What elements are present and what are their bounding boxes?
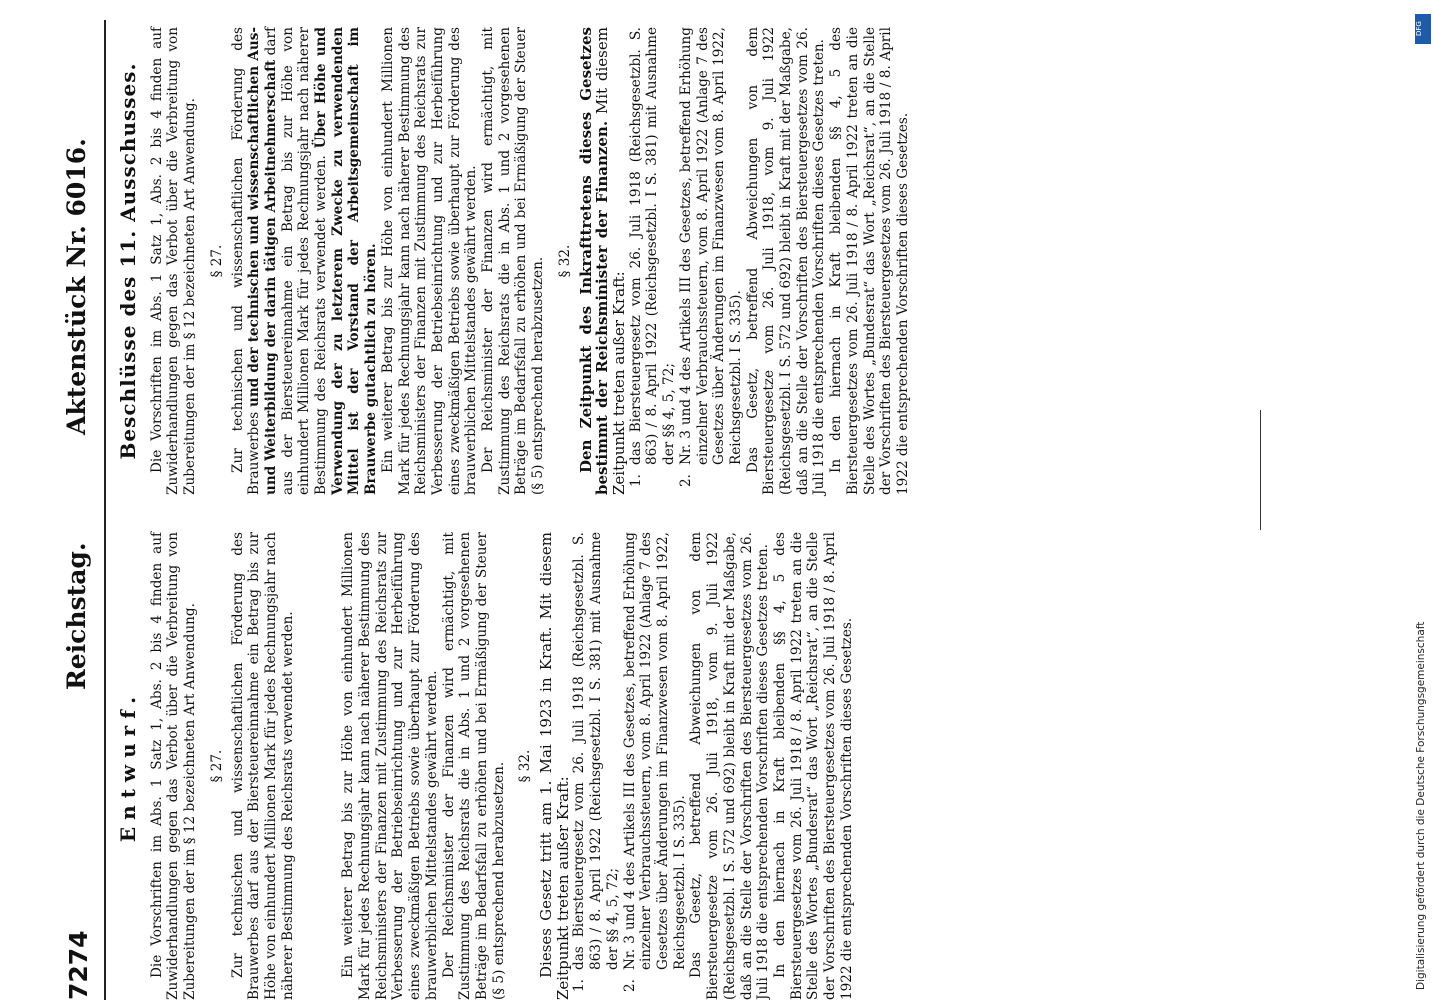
text-run: Mit diesem Zeitpunkt treten außer Kraft: xyxy=(593,27,628,495)
section-heading-32: § 32. xyxy=(556,244,573,278)
page-header xyxy=(60,20,100,1000)
list-item-text: das Biersteuergesetz vom 26. Juli 1918 (Reichsgesetzbl. S. 863) / 8. April 1922 (Reichsgesetzbl. I S. 381) mit Ausnahme der §§ 4, 5, 72; xyxy=(627,27,678,465)
column-title-entwurf: Entwurf. xyxy=(116,689,140,843)
list-item-text: das Biersteuergesetz vom 26. Juli 1918 (Reichsgesetzbl. S. 863) / 8. April 1922 (Reichsgesetzbl. I S. 381) mit Ausnahme der §§ 4, 5, 72; xyxy=(571,532,621,970)
paragraph: Zur technischen und wissenschaftlichen Förderung des Brauwerbes darf aus der Biersteuereinnahme ein Betrag bis zur Höhe von einhundert Millionen Mark für jedes Rechnungsjahr nach näherer Bestimmung des Reichsrats verwendet werden. xyxy=(229,532,296,1000)
paragraph: In den hiernach in Kraft bleibenden §§ 4, 5 des Biersteuergesetzes vom 26. Juli 1918 / 8. April 1922 treten an die Stelle des Wortes „Bundesrat“ das Wort „Reichsrat“, an die Stelle der Vorschriften des Biersteuergesetzes vom 26. Juli 1918 / 8. April 1922 die entsprechenden Vorschriften dieses Gesetzes. xyxy=(771,532,855,1000)
page-number: 7274 xyxy=(64,930,93,1000)
spacer xyxy=(296,532,318,1000)
credit-text: Digitalisierung gefördert durch die Deutsche Forschungsgemeinschaft xyxy=(1415,621,1427,990)
list-item-text: Nr. 3 und 4 des Artikels III des Gesetzes, betreffend Erhöhung einzelner Verbrauchssteuern, vom 8. April 1922 (Anlage 7 des Gesetzes über Änderungen im Finanzwesen vom 8. April 1922, Reichsgesetzbl. I S. 335). xyxy=(677,27,744,465)
column-end-rule xyxy=(1260,410,1261,530)
paragraph: Ein weiterer Betrag bis zur Höhe von einhundert Millionen Mark für jedes Rechnungsjahr kann nach näherer Bestimmung des Reichsministers der Finanzen mit Zustimmung des Reichsrats zur Verbesserung der Betriebseinrichtung und zur Herbeiführung eines zweckmäßigen Betriebs sowie überhaupt zur Förderung des brauwerblichen Mittelstandes gewährt werden. xyxy=(379,27,480,495)
list-item xyxy=(571,532,621,1000)
rotated-page-content xyxy=(60,20,1260,1000)
paragraph: Der Reichsminister der Finanzen wird ermächtigt, mit Zustimmung des Reichsrats die in Abs. 1 und 2 vorgesehenen Beträge im Bedarfsfall zu erhöhen und bei Ermäßigung der Steuer (§ 5) entsprechend herabzusetzen. xyxy=(440,532,507,1000)
digitization-credit xyxy=(1415,10,1433,1000)
section-heading-32: § 32. xyxy=(517,749,534,783)
section-heading-27: § 27. xyxy=(208,244,225,278)
document-number: Aktenstück Nr. 6016. xyxy=(62,138,91,435)
section-heading-27: § 27. xyxy=(208,749,225,783)
list-number: 2. xyxy=(621,979,638,992)
column-entwurf xyxy=(112,532,855,1000)
list-number: 2. xyxy=(677,474,694,487)
list-item xyxy=(622,532,689,1000)
paragraph: Der Reichsminister der Finanzen wird ermächtigt, mit Zustimmung des Reichsrats die in Abs. 1 und 2 vorgesehenen Beträge im Bedarfsfall zu erhöhen und bei Ermäßigung der Steuer (§ 5) entsprechend herabzusetzen. xyxy=(480,27,547,495)
running-title: Reichstag. xyxy=(62,542,91,690)
list-item xyxy=(628,27,678,495)
paragraph: Die Vorschriften im Abs. 1 Satz 1, Abs. 2 bis 4 finden auf Zuwiderhandlungen gegen das Verbot über die Verbreitung von Zubereitungen der im § 12 bezeichneten Art Anwendung. xyxy=(148,532,199,1000)
paragraph: Das Gesetz, betreffend Abweichungen von dem Biersteuergesetze vom 26. Juli 1918, vom 9. Juli 1922 (Reichsgesetzbl. I S. 572 und 692) bleibt in Kraft mit der Maßgabe, daß an die Stelle der Vorschriften des Biersteuergesetzes vom 26. Juli 1918 die entsprechenden Vorschriften dieses Gesetzes treten. xyxy=(688,532,772,1000)
paragraph: Die Vorschriften im Abs. 1 Satz 1, Abs. 2 bis 4 finden auf Zuwiderhandlungen gegen das Verbot über die Verbreitung von Zubereitungen der im § 12 bezeichneten Art Anwendung. xyxy=(148,27,199,495)
paragraph xyxy=(578,27,628,495)
text-run-bold: und der technischen und wissenschaftlichen Aus- und Weiterbildung der darin tätigen Arbeitnehmerschaft xyxy=(246,26,279,495)
text-run: darf aus der Biersteuereinnahme ein Betrag bis zur Höhe von einhundert Millionen Mark für jedes Rechnungsjahr nach näherer Bestimmung des Reichsrats verwendet werden. xyxy=(262,27,330,495)
list-item xyxy=(678,27,745,495)
paragraph: Ein weiterer Betrag bis zur Höhe von einhundert Millionen Mark für jedes Rechnungsjahr kann nach näherer Bestimmung des Reichsministers der Finanzen mit Zustimmung des Reichsrats zur Verbesserung der Betriebseinrichtung und zur Herbeiführung eines zweckmäßigen Betriebs sowie überhaupt zur Förderung des brauwerblichen Mittelstandes gewährt werden. xyxy=(340,532,440,1000)
column-title-beschluesse: Beschlüsse des 11. Ausschusses. xyxy=(116,62,140,460)
paragraph xyxy=(230,27,380,495)
paragraph: In den hiernach in Kraft bleibenden §§ 4, 5 des Biersteuergesetzes vom 26. Juli 1918 / 8. April 1922 treten an die Stelle des Wortes „Bundesrat“ das Wort „Reichsrat“, an die Stelle der Vorschriften des Biersteuergesetzes vom 26. Juli 1918 / 8. April 1922 die entsprechenden Vorschriften dieses Gesetzes. xyxy=(828,27,911,495)
spacer xyxy=(318,532,340,1000)
dfg-logo: DFG xyxy=(1415,14,1431,44)
list-number: 1. xyxy=(571,979,588,992)
header-rule xyxy=(104,20,106,1000)
paragraph: Das Gesetz, betreffend Abweichungen von dem Biersteuergesetze vom 26. Juli 1918, vom 9. Juli 1922 (Reichsgesetzbl. I S. 572 und 692) bleibt in Kraft mit der Maßgabe, daß an die Stelle der Vorschriften des Biersteuergesetzes vom 26. Juli 1918 die entsprechenden Vorschriften dieses Gesetzes treten. xyxy=(744,27,828,495)
paragraph: Dieses Gesetz tritt am 1. Mai 1923 in Kraft. Mit diesem Zeitpunkt treten außer Kraft: xyxy=(537,532,572,1000)
text-run-bold: Den Zeitpunkt des Inkrafttretens dieses Gesetzes bestimmt der Reichsminister der Finanzen. xyxy=(576,27,612,495)
list-item-text: Nr. 3 und 4 des Artikels III des Gesetzes, betreffend Erhöhung einzelner Verbrauchssteuern, vom 8. April 1922 (Anlage 7 des Gesetzes über Änderungen im Finanzwesen vom 8. April 1922, Reichsgesetzbl. I S. 335). xyxy=(621,532,688,970)
list-number: 1. xyxy=(627,474,644,487)
text-run: Zur technischen und wissenschaftlichen Förderung des Brauwerbes xyxy=(229,27,263,495)
text-run-bold: Über Höhe und Verwendung der zu letzterem Zwecke zu verwendenden Mittel ist der Vorstand der Arbeitsgemeinschaft im Brauwerbe gutachtlich zu hören. xyxy=(313,27,380,495)
column-beschluesse xyxy=(112,27,912,495)
